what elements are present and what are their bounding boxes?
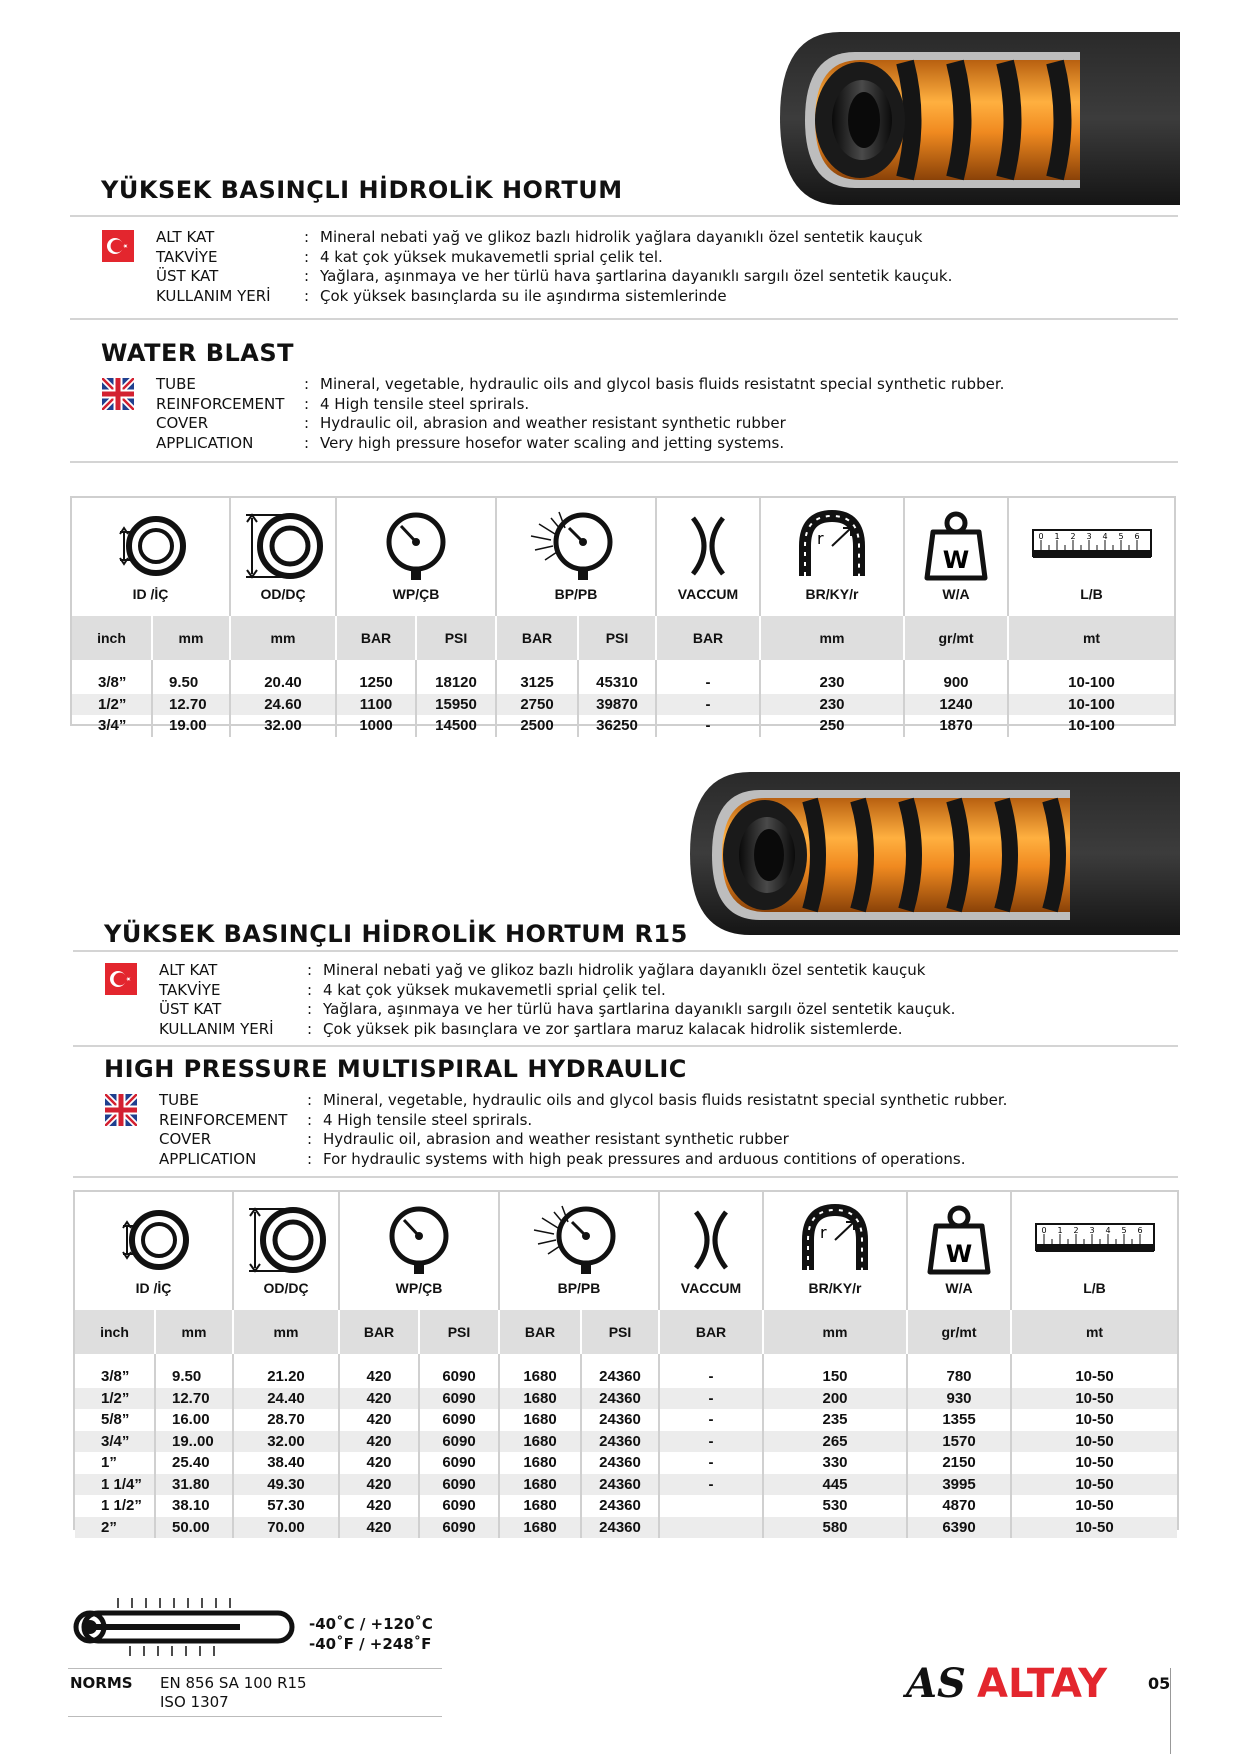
weight-letter: W — [942, 546, 970, 574]
ruler-digit: 5 — [1117, 532, 1124, 541]
table-cell: 1/2” — [72, 694, 152, 716]
table-cell: 50.00 — [155, 1517, 233, 1539]
length-header-cell — [1011, 1192, 1177, 1310]
section2-en-specs — [159, 1091, 1159, 1171]
table-cell: 6090 — [419, 1495, 499, 1517]
uk-flag-icon — [105, 1094, 137, 1126]
table-cell: 32.00 — [233, 1431, 339, 1453]
weight-icon — [911, 510, 1001, 582]
table-cell: 24360 — [581, 1495, 659, 1517]
bend-radius-header-cell — [763, 1192, 907, 1310]
length-ruler-icon — [1030, 1204, 1160, 1276]
table-cell: 24.60 — [230, 694, 336, 716]
spec-label: ÜST KAT — [156, 267, 219, 285]
spec-row: COVER : Hydraulic oil, abrasion and weather resistant synthetic rubber — [156, 414, 786, 432]
table-row — [75, 1388, 1177, 1410]
table-cell: 1 1/2” — [75, 1495, 155, 1517]
table-cell: 2500 — [496, 715, 578, 737]
unit-cell: PSI — [416, 616, 496, 660]
ruler-digit: 3 — [1088, 1226, 1095, 1235]
table-row — [72, 660, 1174, 694]
unit-cell: BAR — [656, 616, 760, 660]
table-cell: 580 — [763, 1517, 907, 1539]
spec-label: REINFORCEMENT — [156, 394, 285, 413]
spec-row: TUBE : Mineral, vegetable, hydraulic oils and glycol basis fluids resistatnt special synthetic rubber. — [156, 375, 1005, 393]
vacuum-caption: VACCUM — [680, 1280, 742, 1296]
spec-row: KULLANIM YERİ : Çok yüksek basınçlarda su ile aşındırma sistemlerinde — [156, 286, 727, 305]
burst-pressure-gauge-icon — [521, 510, 631, 582]
table-cell: 36250 — [578, 715, 656, 737]
spec-row: REINFORCEMENT : 4 High tensile steel sprirals. — [159, 1110, 533, 1129]
table-row — [75, 1474, 1177, 1496]
table-cell: 49.30 — [233, 1474, 339, 1496]
bp-header-cell — [496, 498, 656, 616]
spec-value: Hydraulic oil, abrasion and weather resistant synthetic rubber — [323, 1130, 789, 1148]
table-cell: 24360 — [581, 1474, 659, 1496]
table-cell: 1680 — [499, 1517, 581, 1539]
hose-cutaway-image-1 — [780, 30, 1180, 210]
unit-cell: gr/mt — [904, 616, 1008, 660]
vacuum-header-cell — [659, 1192, 763, 1310]
ruler-digit: 2 — [1072, 1226, 1079, 1235]
table-cell: - — [656, 660, 760, 694]
table-cell: 21.20 — [233, 1354, 339, 1388]
table-cell: 1870 — [904, 715, 1008, 737]
norms-label: NORMS — [70, 1674, 133, 1692]
ruler-digit: 6 — [1133, 532, 1140, 541]
spec-value: Çok yüksek basınçlarda su ile aşındırma sistemlerinde — [320, 286, 727, 305]
table-cell: 20.40 — [230, 660, 336, 694]
spec-row: TAKVİYE : 4 kat çok yüksek mukavemetli sprial çelik tel. — [156, 247, 663, 266]
table-cell: 235 — [763, 1409, 907, 1431]
bend-radius-icon — [790, 1204, 880, 1276]
wp-caption: WP/ÇB — [395, 1280, 443, 1296]
spec-row: KULLANIM YERİ : Çok yüksek pik basınçlara ve zor şartlara maruz kalacak hidrolik sistemlerde. — [159, 1019, 903, 1038]
table-cell: 24360 — [581, 1388, 659, 1410]
spec-value: Mineral nebati yağ ve glikoz bazlı hidrolik yağlara dayanıklı özel sentetik kauçuk — [323, 961, 926, 979]
spec-label: KULLANIM YERİ — [156, 286, 271, 305]
hose-cutaway-image-2 — [690, 770, 1180, 940]
table-row — [75, 1495, 1177, 1517]
section1-title-en: WATER BLAST — [101, 339, 295, 367]
length-caption: L/B — [1083, 1280, 1106, 1296]
spec-label: COVER — [159, 1130, 212, 1148]
table-cell: 1240 — [904, 694, 1008, 716]
working-pressure-gauge-icon — [371, 510, 461, 582]
length-caption: L/B — [1080, 586, 1103, 602]
outer-diameter-icon — [238, 510, 328, 582]
table-cell: 530 — [763, 1495, 907, 1517]
table-cell: 150 — [763, 1354, 907, 1388]
unit-cell: mm — [233, 1310, 339, 1354]
table-cell: 930 — [907, 1388, 1011, 1410]
unit-cell: mt — [1008, 616, 1174, 660]
wp-header-cell — [336, 498, 496, 616]
table-cell: 420 — [339, 1474, 419, 1496]
spec-value: 4 kat çok yüksek mukavemetli sprial çelik tel. — [323, 980, 666, 999]
ruler-digit: 0 — [1040, 1226, 1047, 1235]
table-row — [75, 1452, 1177, 1474]
section2-tr-specs — [159, 961, 1159, 1041]
spec-row: APPLICATION : Very high pressure hosefor water scaling and jetting systems. — [156, 433, 785, 452]
table-cell — [659, 1495, 763, 1517]
bend-radius-caption: BR/KY/r — [805, 586, 859, 602]
table-cell: 1680 — [499, 1409, 581, 1431]
table-cell: 10-50 — [1075, 1411, 1114, 1429]
unit-cell: BAR — [499, 1310, 581, 1354]
unit-row — [72, 616, 1174, 660]
section1-tr-specs — [156, 228, 1156, 308]
table-cell: 10-50 — [1075, 1497, 1114, 1515]
spec-value: Hydraulic oil, abrasion and weather resistant synthetic rubber — [320, 414, 786, 432]
wp-header-cell — [339, 1192, 499, 1310]
table-cell: 19.00 — [152, 715, 230, 737]
unit-cell: mm — [155, 1310, 233, 1354]
table-cell: 230 — [760, 694, 904, 716]
spec-label: ALT KAT — [156, 228, 215, 246]
table-cell: 2150 — [907, 1452, 1011, 1474]
ruler-digit: 6 — [1136, 1226, 1143, 1235]
inner-diameter-icon — [106, 510, 196, 582]
table-cell: 6090 — [419, 1409, 499, 1431]
table-row — [75, 1517, 1177, 1539]
table-cell: 57.30 — [233, 1495, 339, 1517]
ruler-digit: 5 — [1120, 1226, 1127, 1235]
spec-row: ALT KAT : Mineral nebati yağ ve glikoz bazlı hidrolik yağlara dayanıklı özel sentetik kauçuk — [156, 228, 923, 246]
table-row — [75, 1431, 1177, 1453]
table-cell: - — [659, 1431, 763, 1453]
ruler-digit: 4 — [1101, 532, 1108, 541]
od-header-cell — [233, 1192, 339, 1310]
table-cell: 15950 — [416, 694, 496, 716]
table-cell: - — [656, 715, 760, 737]
bend-radius-caption: BR/KY/r — [808, 1280, 862, 1296]
spec-value: 4 High tensile steel sprirals. — [323, 1110, 533, 1129]
table-cell: 10-50 — [1075, 1454, 1114, 1472]
table-cell: 6390 — [907, 1517, 1011, 1539]
table-cell: 6090 — [419, 1388, 499, 1410]
length-ruler-icon — [1027, 510, 1157, 582]
ruler-digit: 1 — [1056, 1226, 1063, 1235]
table-cell: 780 — [907, 1354, 1011, 1388]
table-cell: 1” — [75, 1452, 155, 1474]
id-caption: ID /İÇ — [132, 586, 169, 602]
spec-label: APPLICATION — [159, 1149, 257, 1168]
spec-value: Çok yüksek pik basınçlara ve zor şartlara maruz kalacak hidrolik sistemlerde. — [323, 1019, 903, 1038]
temp-celsius: -40˚C / +120˚C — [309, 1615, 433, 1633]
table-cell: 10-100 — [1068, 674, 1115, 692]
unit-cell: PSI — [578, 616, 656, 660]
spec-value: Mineral, vegetable, hydraulic oils and glycol basis fluids resistatnt special synthetic rubber. — [323, 1091, 1008, 1109]
unit-cell: PSI — [581, 1310, 659, 1354]
table-cell: 19..00 — [155, 1431, 233, 1453]
section1-en-specs — [156, 375, 1156, 455]
spec-table-1-body — [72, 660, 1174, 737]
table-cell: 24360 — [581, 1354, 659, 1388]
table-cell: 10-50 — [1011, 1431, 1177, 1453]
spec-label: TUBE — [156, 375, 196, 393]
table-cell: 24360 — [581, 1431, 659, 1453]
wp-caption: WP/ÇB — [392, 586, 440, 602]
table-cell: 3/4” — [72, 715, 152, 737]
uk-flag-icon — [102, 378, 134, 410]
table-cell: 1680 — [499, 1474, 581, 1496]
table-cell: 3/8” — [75, 1354, 155, 1388]
spec-label: KULLANIM YERİ — [159, 1019, 274, 1038]
brand-name: ALTAY — [977, 1661, 1108, 1707]
table-cell: 1680 — [499, 1431, 581, 1453]
table-cell: 1570 — [907, 1431, 1011, 1453]
table-row — [75, 1354, 1177, 1388]
temperature-thermometer-icon — [68, 1596, 298, 1658]
spec-value: Yağlara, aşınmaya ve her türlü hava şartlarina dayanıklı sargılı özel sentetik kauçuk. — [320, 267, 953, 285]
unit-cell: mm — [152, 616, 230, 660]
table-cell: 230 — [760, 660, 904, 694]
bp-caption: BP/PB — [554, 586, 598, 602]
id-header-cell — [75, 1192, 233, 1310]
table-cell: 1680 — [499, 1354, 581, 1388]
section1-title-tr: YÜKSEK BASINÇLI HİDROLİK HORTUM — [101, 176, 623, 204]
spec-table-2-body — [75, 1354, 1177, 1538]
spec-table-1 — [72, 498, 1174, 737]
table-cell: 6090 — [419, 1452, 499, 1474]
outer-diameter-icon — [241, 1204, 331, 1276]
brand-as: AS — [906, 1660, 966, 1707]
table-cell: 2750 — [496, 694, 578, 716]
table-cell: 70.00 — [233, 1517, 339, 1539]
spec-label: REINFORCEMENT — [159, 1110, 288, 1129]
table-cell: 420 — [339, 1431, 419, 1453]
table-cell: - — [659, 1388, 763, 1410]
table-cell: 420 — [339, 1388, 419, 1410]
ruler-digit: 3 — [1085, 532, 1092, 541]
table-cell: 18120 — [416, 660, 496, 694]
table-cell: 1355 — [907, 1409, 1011, 1431]
table-cell: - — [656, 694, 760, 716]
unit-cell: mt — [1011, 1310, 1177, 1354]
table-cell: 3/4” — [75, 1431, 155, 1453]
table-cell: 14500 — [416, 715, 496, 737]
unit-cell: inch — [72, 616, 152, 660]
spec-label: ÜST KAT — [159, 1000, 222, 1018]
spec-label: APPLICATION — [156, 433, 254, 452]
table-cell: 10-100 — [1008, 694, 1174, 716]
turkish-flag-icon — [102, 230, 134, 262]
table-cell: 10-100 — [1068, 717, 1115, 735]
ruler-digit: 1 — [1053, 532, 1060, 541]
table-cell: 265 — [763, 1431, 907, 1453]
table-cell: 24360 — [581, 1409, 659, 1431]
table-cell: 1680 — [499, 1452, 581, 1474]
table-cell: 1250 — [336, 660, 416, 694]
table-cell: 38.40 — [233, 1452, 339, 1474]
brand-logo — [906, 1660, 1107, 1710]
table-cell: 25.40 — [155, 1452, 233, 1474]
od-caption: OD/DÇ — [263, 1280, 309, 1296]
unit-cell: mm — [763, 1310, 907, 1354]
spec-label: TAKVİYE — [159, 980, 221, 999]
table-cell: 1680 — [499, 1495, 581, 1517]
spec-row: ALT KAT : Mineral nebati yağ ve glikoz bazlı hidrolik yağlara dayanıklı özel sentetik kauçuk — [159, 961, 926, 979]
table-cell: 420 — [339, 1517, 419, 1539]
table-cell: 12.70 — [155, 1388, 233, 1410]
unit-row — [75, 1310, 1177, 1354]
vacuum-icon — [666, 1204, 756, 1276]
turkish-flag-icon — [105, 963, 137, 995]
section2-title-tr: YÜKSEK BASINÇLI HİDROLİK HORTUM R15 — [104, 920, 688, 948]
table-row — [72, 715, 1174, 737]
vacuum-icon — [663, 510, 753, 582]
burst-pressure-gauge-icon — [524, 1204, 634, 1276]
table-cell: 45310 — [578, 660, 656, 694]
spec-table-2 — [75, 1192, 1177, 1538]
table-row — [72, 694, 1174, 716]
table-cell: 200 — [763, 1388, 907, 1410]
temp-fahrenheit: -40˚F / +248˚F — [309, 1635, 432, 1653]
table-cell: 10-50 — [1011, 1474, 1177, 1496]
spec-label: ALT KAT — [159, 961, 218, 979]
od-caption: OD/DÇ — [260, 586, 306, 602]
table-cell: - — [659, 1474, 763, 1496]
table-cell: 6090 — [419, 1354, 499, 1388]
table-cell: 39870 — [578, 694, 656, 716]
spec-value: 4 kat çok yüksek mukavemetli sprial çelik tel. — [320, 247, 663, 266]
table-cell: 5/8” — [75, 1409, 155, 1431]
weight-caption: W/A — [942, 586, 970, 602]
bp-header-cell — [499, 1192, 659, 1310]
spec-value: For hydraulic systems with high peak pressures and arduous contitions of operations. — [323, 1149, 966, 1168]
table-cell: 10-50 — [1011, 1517, 1177, 1539]
length-header-cell — [1008, 498, 1174, 616]
table-cell: 900 — [904, 660, 1008, 694]
table-cell: 9.50 — [155, 1354, 233, 1388]
section2-title-en: HIGH PRESSURE MULTISPIRAL HYDRAULIC — [104, 1055, 687, 1083]
table-cell: 420 — [339, 1409, 419, 1431]
norm-item: ISO 1307 — [160, 1693, 229, 1711]
spec-row: ÜST KAT : Yağlara, aşınmaya ve her türlü hava şartlarina dayanıklı sargılı özel sentetik kauçuk. — [159, 1000, 956, 1018]
table-cell: 250 — [760, 715, 904, 737]
table-cell: 9.50 — [152, 660, 230, 694]
table-cell: 4870 — [907, 1495, 1011, 1517]
norm-item: EN 856 SA 100 R15 — [160, 1674, 307, 1692]
table-cell: 32.00 — [230, 715, 336, 737]
table-cell — [659, 1517, 763, 1539]
weight-icon — [914, 1204, 1004, 1276]
spec-row: COVER : Hydraulic oil, abrasion and weather resistant synthetic rubber — [159, 1130, 789, 1148]
table-cell: 1000 — [336, 715, 416, 737]
spec-row: TUBE : Mineral, vegetable, hydraulic oils and glycol basis fluids resistatnt special synthetic rubber. — [159, 1091, 1008, 1109]
table-cell: 10-50 — [1075, 1368, 1114, 1386]
table-cell: 31.80 — [155, 1474, 233, 1496]
table-cell: 3125 — [496, 660, 578, 694]
spec-value: Mineral nebati yağ ve glikoz bazlı hidrolik yağlara dayanıklı özel sentetik kauçuk — [320, 228, 923, 246]
table-cell: - — [659, 1452, 763, 1474]
unit-cell: mm — [760, 616, 904, 660]
table-cell: 3/8” — [72, 660, 152, 694]
table-cell: 24.40 — [233, 1388, 339, 1410]
inner-diameter-icon — [109, 1204, 199, 1276]
bend-radius-header-cell — [760, 498, 904, 616]
unit-cell: PSI — [419, 1310, 499, 1354]
vacuum-caption: VACCUM — [677, 586, 739, 602]
table-cell: 420 — [339, 1495, 419, 1517]
table-cell: 2” — [75, 1517, 155, 1539]
table-cell: 10-50 — [1011, 1388, 1177, 1410]
unit-cell: mm — [230, 616, 336, 660]
table-cell: - — [659, 1409, 763, 1431]
spec-label: TAKVİYE — [156, 247, 218, 266]
table-cell: 16.00 — [155, 1409, 233, 1431]
spec-row: REINFORCEMENT : 4 High tensile steel sprirals. — [156, 394, 530, 413]
table-cell: 38.10 — [155, 1495, 233, 1517]
weight-caption: W/A — [945, 1280, 973, 1296]
weight-letter: W — [945, 1240, 973, 1268]
table-cell: 1/2” — [75, 1388, 155, 1410]
bend-letter: r — [817, 529, 824, 548]
id-caption: ID /İÇ — [135, 1280, 172, 1296]
spec-label: COVER — [156, 414, 209, 432]
table-cell: 1 1/4” — [75, 1474, 155, 1496]
table-row — [75, 1409, 1177, 1431]
ruler-digit: 2 — [1069, 532, 1076, 541]
table-cell: 3995 — [907, 1474, 1011, 1496]
unit-cell: BAR — [336, 616, 416, 660]
spec-value: Very high pressure hosefor water scaling and jetting systems. — [320, 433, 785, 452]
table-cell: 6090 — [419, 1474, 499, 1496]
table-cell: 1100 — [336, 694, 416, 716]
vacuum-header-cell — [656, 498, 760, 616]
unit-cell: BAR — [659, 1310, 763, 1354]
table-cell: 6090 — [419, 1431, 499, 1453]
unit-cell: inch — [75, 1310, 155, 1354]
spec-value: Yağlara, aşınmaya ve her türlü hava şartlarina dayanıklı sargılı özel sentetik kauçuk. — [323, 1000, 956, 1018]
spec-row: TAKVİYE : 4 kat çok yüksek mukavemetli sprial çelik tel. — [159, 980, 666, 999]
od-header-cell — [230, 498, 336, 616]
bp-caption: BP/PB — [557, 1280, 601, 1296]
page-number: 05 — [1148, 1674, 1171, 1693]
table-cell: 28.70 — [233, 1409, 339, 1431]
table-cell: 330 — [763, 1452, 907, 1474]
spec-row: APPLICATION : For hydraulic systems with high peak pressures and arduous contitions of operations. — [159, 1149, 966, 1168]
bend-letter: r — [820, 1223, 827, 1242]
ruler-digit: 0 — [1037, 532, 1044, 541]
table-cell: 420 — [339, 1452, 419, 1474]
table-cell: - — [659, 1354, 763, 1388]
working-pressure-gauge-icon — [374, 1204, 464, 1276]
spec-value: 4 High tensile steel sprirals. — [320, 394, 530, 413]
weight-header-cell — [904, 498, 1008, 616]
table-cell: 24360 — [581, 1517, 659, 1539]
table-cell: 6090 — [419, 1517, 499, 1539]
table-cell: 12.70 — [152, 694, 230, 716]
table-cell: 445 — [763, 1474, 907, 1496]
table-cell: 420 — [339, 1354, 419, 1388]
unit-cell: gr/mt — [907, 1310, 1011, 1354]
table-cell: 1680 — [499, 1388, 581, 1410]
weight-header-cell — [907, 1192, 1011, 1310]
id-header-cell — [72, 498, 230, 616]
spec-row: ÜST KAT : Yağlara, aşınmaya ve her türlü hava şartlarina dayanıklı sargılı özel sentetik kauçuk. — [156, 267, 953, 285]
table-cell: 24360 — [581, 1452, 659, 1474]
spec-value: Mineral, vegetable, hydraulic oils and glycol basis fluids resistatnt special synthetic rubber. — [320, 375, 1005, 393]
ruler-digit: 4 — [1104, 1226, 1111, 1235]
unit-cell: BAR — [496, 616, 578, 660]
spec-label: TUBE — [159, 1091, 199, 1109]
unit-cell: BAR — [339, 1310, 419, 1354]
bend-radius-icon — [787, 510, 877, 582]
